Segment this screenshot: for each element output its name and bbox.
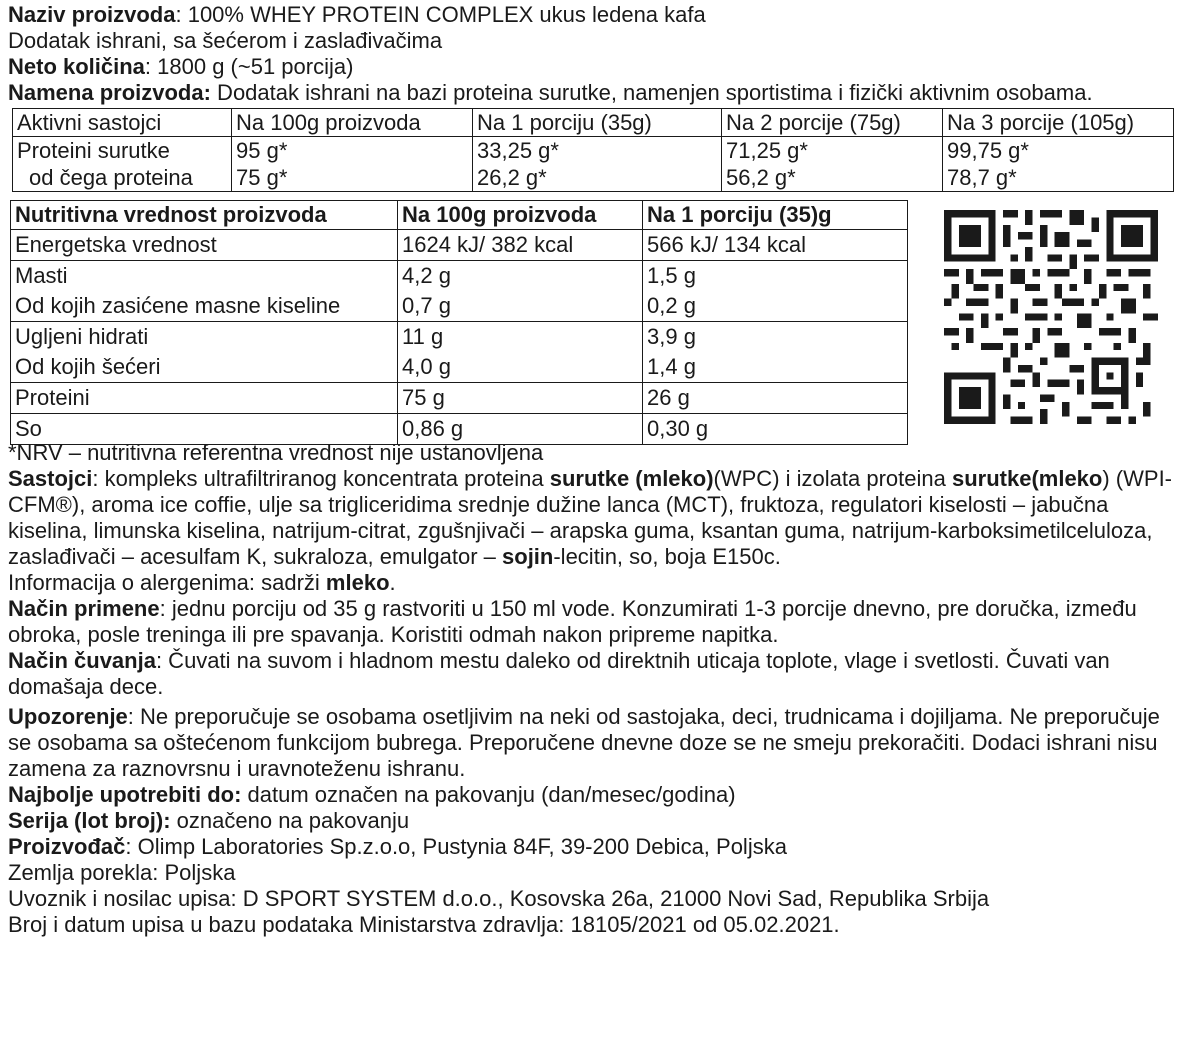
header-cell: Na 100g proizvoda (232, 109, 473, 137)
table-row: Ugljeni hidrati Od kojih šećeri 11 g 4,0 g 3,9 g 1,4 g (11, 322, 908, 383)
table-row: Energetska vrednost 1624 kJ/ 382 kcal 566 kJ/ 134 kcal (11, 230, 908, 261)
header-cell: Na 1 porciju (35)g (643, 201, 908, 230)
header-cell: Na 3 porcije (105g) (943, 109, 1174, 137)
header-cell: Na 2 porcije (75g) (722, 109, 943, 137)
storage-instructions: Način čuvanja: Čuvati na suvom i hladnom mestu daleko od direktnih uticaja toplote, vlage i svetlosti. Čuvati van domašaja dece. (8, 648, 1110, 699)
usage-instructions: Način primene: jednu porciju od 35 g rastvoriti u 150 ml vode. Konzumirati 1-3 porcije dnevno, pre doručka, između obroka, posle treninga ili pre spavanja. Koristiti odmah nakon pripreme napitka. (8, 596, 1137, 647)
header-cell: Nutritivna vrednost proizvoda (11, 201, 398, 230)
ingredients: Sastojci: kompleks ultrafiltriranog koncentrata proteina surutke (mleko)(WPC) i izolata proteina surutke(mleko) (WPI-CFM®), aroma ice coffie, ulje sa trigliceridima srednje dužine lanca (MCT), fruktoza, regulatori kiselosti – jabučna kiselina, limunska kiselina, natrijum-citrat, zgušnjivači – arapska guma, ksantan guma, natrijum-karboksimetilceluloza, zaslađivači – acesulfam K, sukraloza, emulgator – sojin-lecitin, so, boja E150c. (8, 466, 1173, 569)
product-purpose: Namena proizvoda: Dodatak ishrani na bazi proteina surutke, namenjen sportistima i fizički aktivnim osobama. (8, 80, 1093, 105)
nutrition-section (8, 200, 1186, 440)
nrv-note: *NRV – nutritivna referentna vrednost nije ustanovljena (8, 440, 544, 465)
warning: Upozorenje: Ne preporučuje se osobama osetljivim na neki od sastojaka, deci, trudnicama i dojiljama. Ne preporučuje se osobama sa oštećenom funkcijom bubrega. Preporučene dnevne doze se ne smeju prekoračiti. Dodaci ishrani nisu zamena za raznovrsnu i uravnoteženu ishranu. (8, 704, 1160, 781)
table-row: Masti Od kojih zasićene masne kiseline 4,2 g 0,7 g 1,5 g 0,2 g (11, 261, 908, 322)
best-before: Najbolje upotrebiti do: datum označen na pakovanju (dan/mesec/godina) (8, 782, 736, 807)
producer: Proizvođač: Olimp Laboratories Sp.z.o.o, Pustynia 84F, 39-200 Debica, Poljska (8, 834, 787, 859)
table-row: Proteini 75 g 26 g (11, 383, 908, 414)
header-cell: Aktivni sastojci (13, 109, 232, 137)
nutrition-table (10, 200, 908, 445)
importer: Uvoznik i nosilac upisa: D SPORT SYSTEM d.o.o., Kosovska 26a, 21000 Novi Sad, Republika Srbija (8, 886, 990, 911)
registry-number: Broj i datum upisa u bazu podataka Ministarstva zdravlja: 18105/2021 od 05.02.2021. (8, 912, 840, 937)
product-name: Naziv proizvoda: 100% WHEY PROTEIN COMPLEX ukus ledena kafa (8, 2, 706, 27)
country-of-origin: Zemlja porekla: Poljska (8, 860, 236, 885)
header-cell: Na 100g proizvoda (398, 201, 643, 230)
table-header-row (11, 201, 908, 230)
table-row: So 0,86 g 0,30 g (11, 414, 908, 445)
table-row: Proteini surutke od čega proteina 95 g* 75 g* 33,25 g* 26,2 g* 71,25 g* 56,2 g* 99,75 g* 78,7 g* (13, 137, 1174, 192)
active-ingredients-table (12, 108, 1174, 192)
net-quantity: Neto količina: 1800 g (~51 porcija) (8, 54, 354, 79)
qr-code-icon (944, 210, 1158, 424)
table-header-row (13, 109, 1174, 137)
lot-number: Serija (lot broj): označeno na pakovanju (8, 808, 410, 833)
product-subtitle: Dodatak ishrani, sa šećerom i zaslađivačima (8, 28, 443, 53)
header-cell: Na 1 porciju (35g) (473, 109, 722, 137)
allergen-info: Informacija o alergenima: sadrži mleko. (8, 570, 396, 595)
